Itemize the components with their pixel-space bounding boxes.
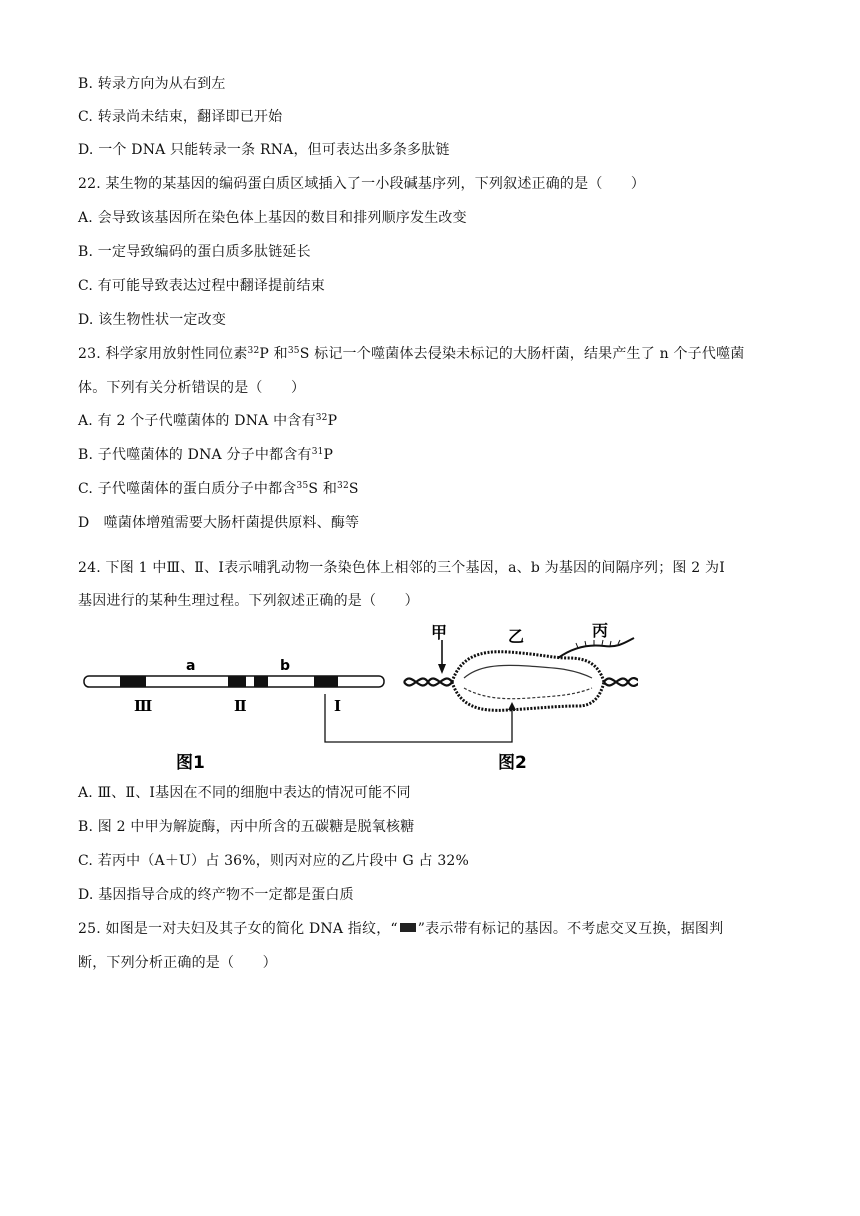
q24-figure [78,622,638,774]
rna-strand-inner [464,665,592,678]
gene-block-2b [254,676,268,687]
q22-option-d: D. 该生物性状一定改变 [78,312,227,328]
label-gene-3: Ⅲ [134,697,153,715]
label-a: a [186,658,196,674]
label-bing: 丙 [592,622,609,640]
q21-option-b: B. 转录方向为从右到左 [78,76,226,92]
q21-option-c: C. 转录尚未结束，翻译即已开始 [78,109,283,125]
q24-option-d: D. 基因指导合成的终产物不一定都是蛋白质 [78,887,354,903]
q22-stem: 22. 某生物的某基因的编码蛋白质区域插入了一小段碱基序列，下列叙述正确的是（ ） [78,176,646,192]
label-gene-1: Ⅰ [334,697,342,715]
q23-option-c: C. 子代噬菌体的蛋白质分子中都含$^{35}$S 和$^{32}$S [78,481,359,497]
q25-stem-line2: 断，下列分析正确的是（ ） [78,955,277,971]
gene-block-3a [120,676,146,687]
q24-option-b: B. 图 2 中甲为解旋酶，丙中所含的五碳糖是脱氧核糖 [78,819,415,835]
q23-option-a: A. 有 2 个子代噬菌体的 DNA 中含有$^{32}$P [78,413,338,429]
template-strand-inner [464,688,592,699]
q23-stem: 23. 科学家用放射性同位素$^{32}$P 和$^{35}$S 标记一个噬菌体去侵染未标记的大肠杆菌，结果产生了 n 个子代噬菌 [78,346,745,362]
q25-stem: 25. 如图是一对夫妇及其子女的简化 DNA 指纹，“ ”表示带有标记的基因。不考虑交叉互换，据图判 [78,921,724,937]
figure1-caption: 图1 [176,753,205,773]
enzyme-arrowhead [438,664,446,674]
figure2-transcription [404,622,638,773]
q22-option-a: A. 会导致该基因所在染色体上基因的数目和排列顺序发生改变 [78,210,467,226]
marked-gene-icon [400,923,416,932]
q23-stem-line2: 体。下列有关分析错误的是（ ） [78,380,306,396]
q22-option-b: B. 一定导致编码的蛋白质多肽链延长 [78,244,311,260]
label-yi: 乙 [508,627,525,646]
q23-option-b: B. 子代噬菌体的 DNA 分子中都含有$^{31}$P [78,447,334,463]
figure1-chromosome [84,658,516,773]
bubble-top-strand [452,652,604,682]
gene-block-2a [228,676,246,687]
q22-option-c: C. 有可能导致表达过程中翻译提前结束 [78,278,325,294]
bubble-bottom-strand [452,682,604,710]
gene-block-1 [314,676,338,687]
label-b: b [280,658,291,674]
q23-option-d: D 噬菌体增殖需要大肠杆菌提供原料、酶等 [78,515,360,531]
connector-line [325,694,512,742]
figure2-caption: 图2 [498,753,527,773]
q24-stem-line2: 基因进行的某种生理过程。下列叙述正确的是（ ） [78,593,419,609]
q24-option-a: A. Ⅲ、Ⅱ、Ⅰ基因在不同的细胞中表达的情况可能不同 [78,785,411,801]
q24-figure-svg [78,622,638,774]
q24-option-c: C. 若丙中（A＋U）占 36%，则丙对应的乙片段中 G 占 32% [78,853,470,869]
rna-tail [558,638,634,658]
q24-stem: 24. 下图 1 中Ⅲ、Ⅱ、Ⅰ表示哺乳动物一条染色体上相邻的三个基因，a、b 为基因的间隔序列；图 2 为Ⅰ [78,560,725,576]
label-jia: 甲 [431,623,448,642]
label-gene-2: Ⅱ [234,697,247,715]
q21-option-d: D. 一个 DNA 只能转录一条 RNA，但可表达出多条多肽链 [78,142,450,158]
